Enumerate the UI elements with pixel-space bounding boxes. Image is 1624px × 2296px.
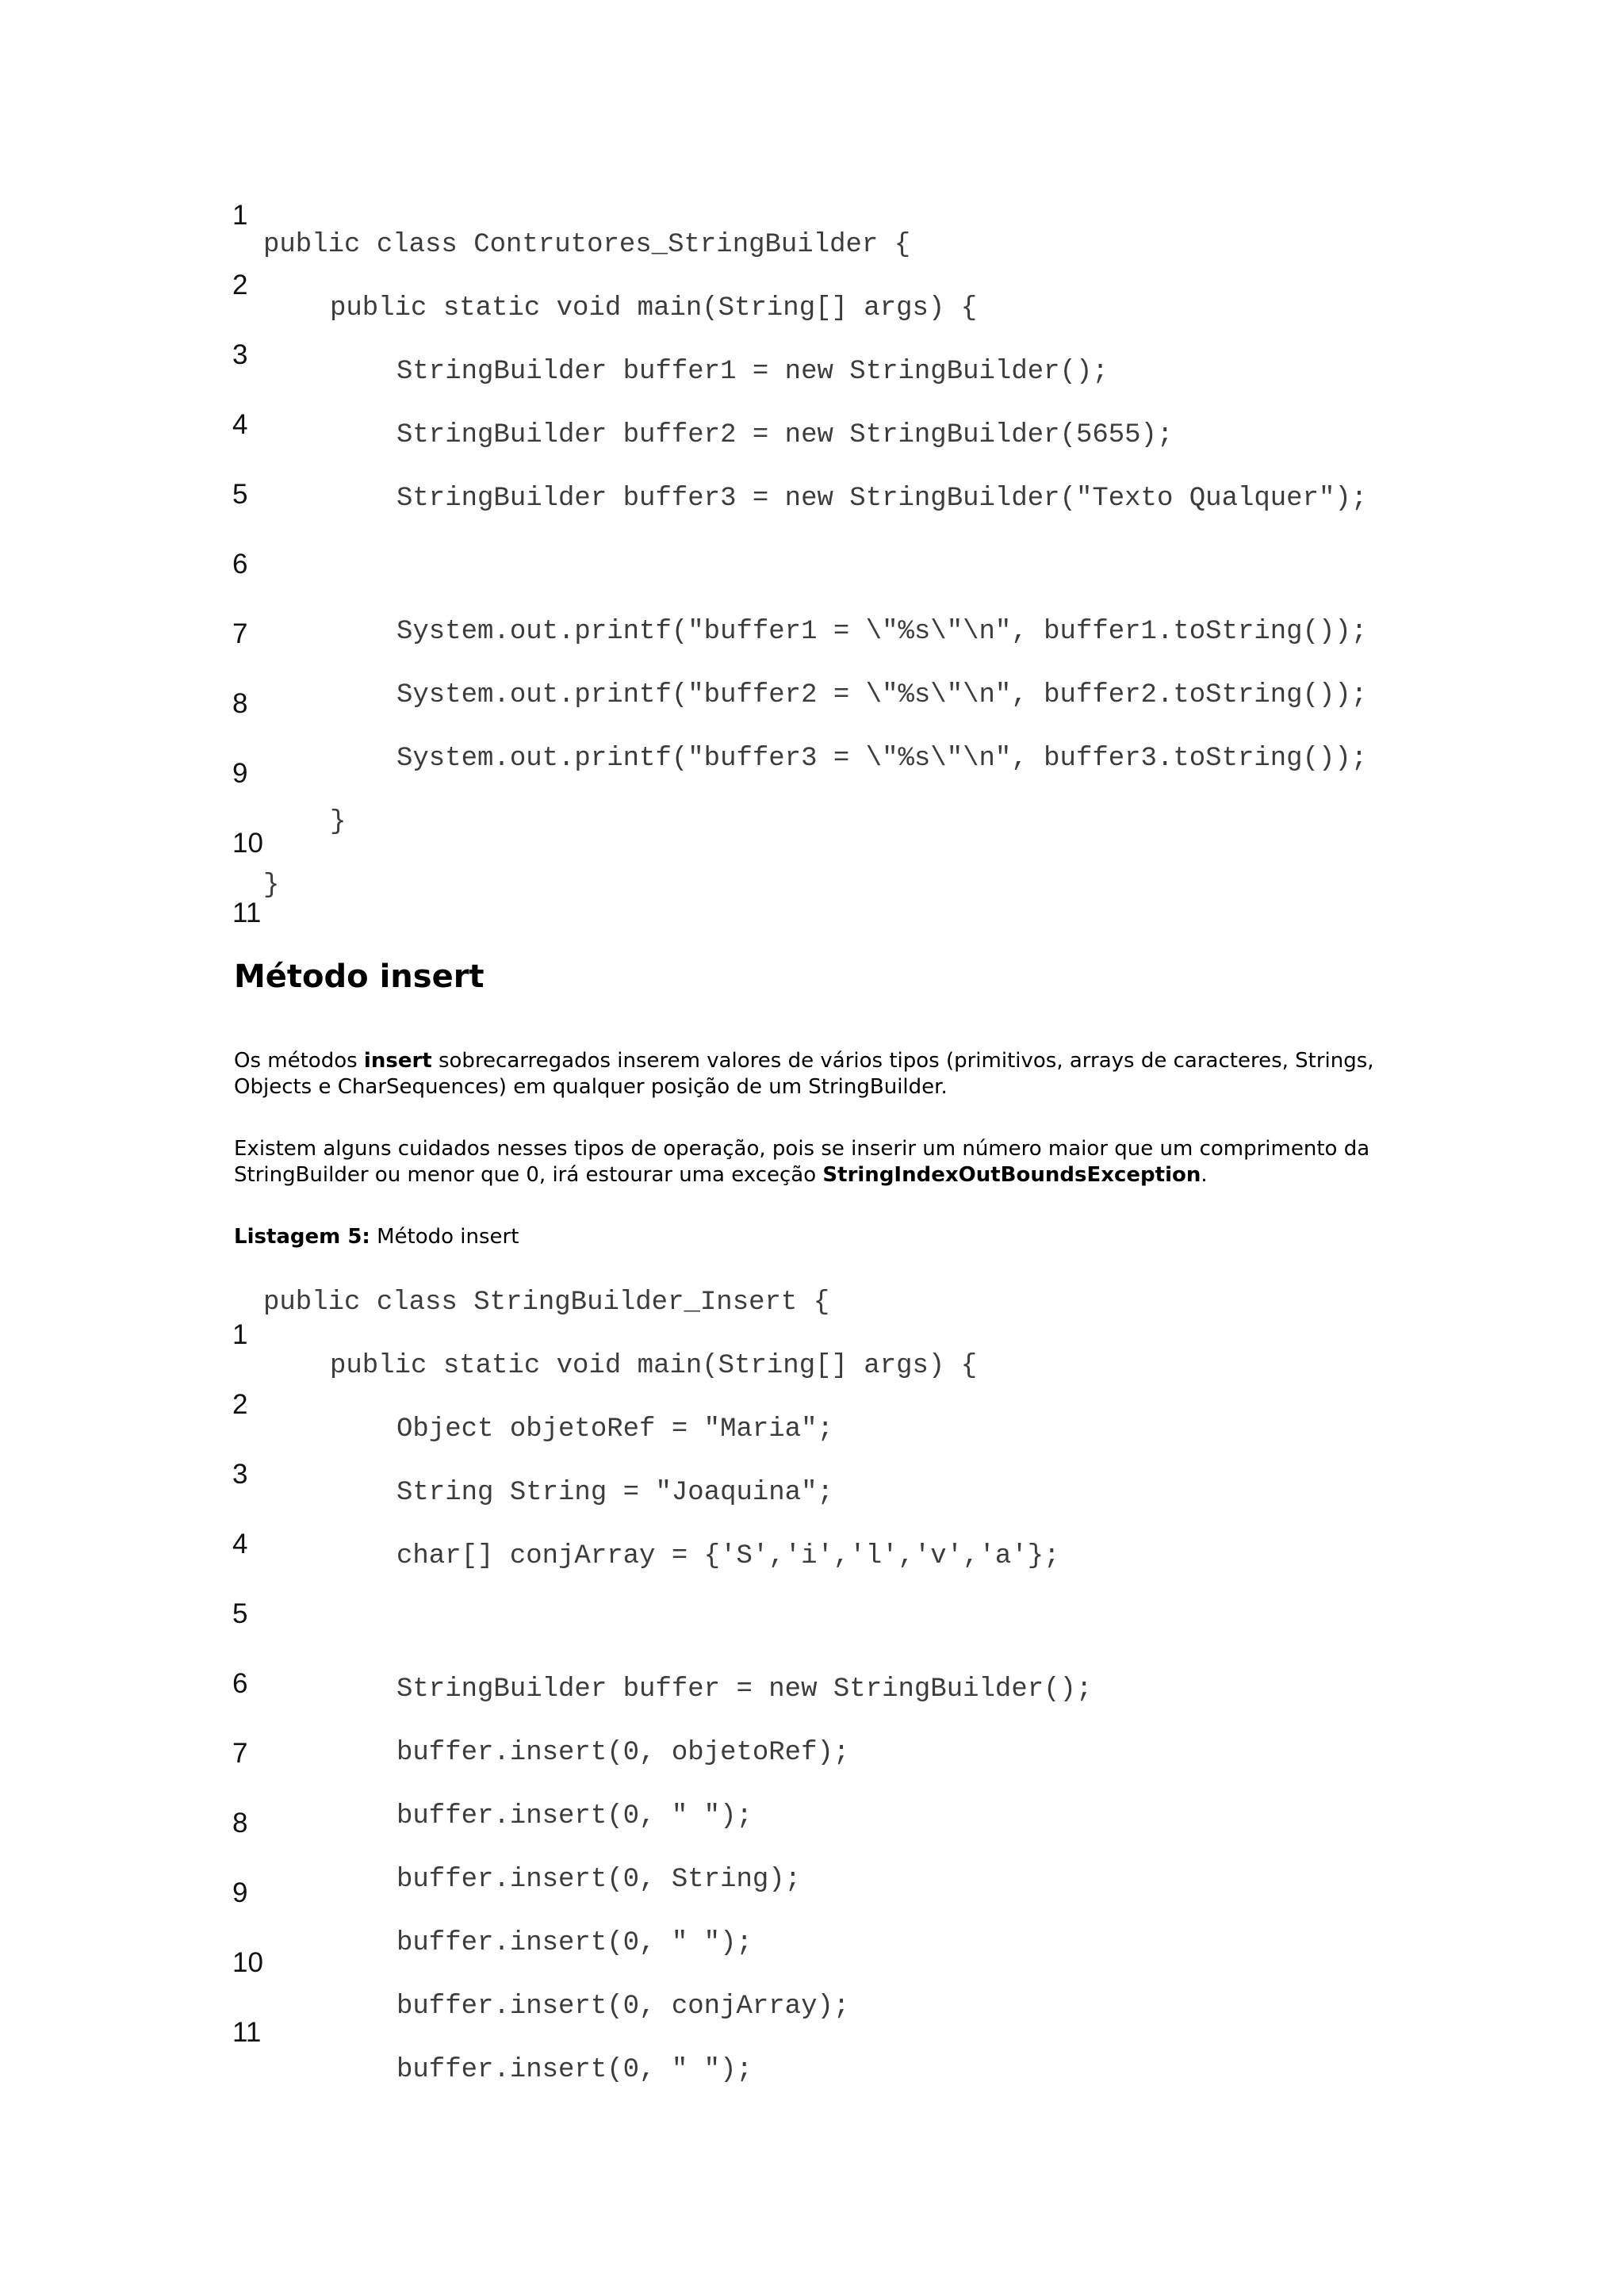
code-line: StringBuilder buffer1 = new StringBuilder(); bbox=[396, 357, 1109, 387]
line-number: 4 bbox=[232, 409, 248, 440]
line-number: 6 bbox=[232, 1668, 248, 1699]
text-span: Objects e CharSequences) em qualquer posição de um StringBuilder. bbox=[234, 1075, 948, 1099]
code-line: public class StringBuilder_Insert { bbox=[263, 1288, 830, 1318]
section-heading: Método insert bbox=[234, 959, 485, 995]
code-line: StringBuilder buffer2 = new StringBuilder(5655); bbox=[396, 420, 1174, 450]
code-line: buffer.insert(0, objetoRef); bbox=[396, 1738, 850, 1768]
caption-label: Listagem 5: bbox=[234, 1225, 370, 1249]
code-line: } bbox=[330, 807, 347, 837]
text-span: . bbox=[1201, 1163, 1208, 1187]
line-number: 11 bbox=[232, 897, 262, 928]
line-number: 11 bbox=[232, 2017, 262, 2048]
text-span: sobrecarregados inserem valores de vários tipos (primitivos, arrays de caracteres, Strings, bbox=[431, 1049, 1374, 1073]
line-number: 4 bbox=[232, 1529, 248, 1559]
line-number: 7 bbox=[232, 1738, 248, 1769]
code-line: char[] conjArray = {'S','i','l','v','a'}; bbox=[396, 1541, 1060, 1571]
line-number: 3 bbox=[232, 1459, 248, 1490]
line-number: 8 bbox=[232, 1808, 248, 1839]
code-line: Object objetoRef = "Maria"; bbox=[396, 1414, 833, 1445]
text-span: Existem alguns cuidados nesses tipos de operação, pois se inserir um número maior que um comprimento da bbox=[234, 1137, 1370, 1161]
line-number: 6 bbox=[232, 549, 248, 580]
exception-name: StringIndexOutBoundsException bbox=[822, 1163, 1201, 1187]
bold-keyword: insert bbox=[363, 1049, 432, 1073]
line-number: 8 bbox=[232, 688, 248, 719]
line-number: 10 bbox=[232, 1947, 263, 1978]
code-line: buffer.insert(0, " "); bbox=[396, 2055, 753, 2085]
code-line: StringBuilder buffer = new StringBuilder(); bbox=[396, 1674, 1093, 1705]
line-number: 9 bbox=[232, 758, 248, 789]
line-number: 7 bbox=[232, 618, 248, 649]
line-number: 3 bbox=[232, 339, 248, 370]
line-number: 5 bbox=[232, 1598, 248, 1629]
text-span: Os métodos bbox=[234, 1049, 364, 1073]
caption-text: Método insert bbox=[370, 1225, 519, 1249]
code-line: System.out.printf("buffer3 = \"%s\"\n", buffer3.toString()); bbox=[396, 744, 1368, 774]
code-line: buffer.insert(0, " "); bbox=[396, 1928, 753, 1958]
paragraph-warning bbox=[234, 1136, 1400, 1188]
code-line: } bbox=[263, 871, 280, 901]
code-line: buffer.insert(0, conjArray); bbox=[396, 1992, 850, 2022]
line-number: 9 bbox=[232, 1877, 248, 1908]
paragraph-insert-description bbox=[234, 1048, 1400, 1100]
code-line: System.out.printf("buffer1 = \"%s\"\n", buffer1.toString()); bbox=[396, 617, 1368, 647]
line-number: 10 bbox=[232, 828, 263, 859]
code-line: buffer.insert(0, String); bbox=[396, 1865, 802, 1895]
text-span: StringBuilder ou menor que 0, irá estourar uma exceção bbox=[234, 1163, 823, 1187]
line-number: 1 bbox=[232, 200, 248, 231]
listing-caption bbox=[234, 1224, 1400, 1250]
code-line: buffer.insert(0, " "); bbox=[396, 1801, 753, 1831]
code-line: public static void main(String[] args) { bbox=[330, 293, 978, 323]
code-line: StringBuilder buffer3 = new StringBuilder("Texto Qualquer"); bbox=[396, 484, 1368, 514]
code-line: public class Contrutores_StringBuilder { bbox=[263, 230, 911, 260]
code-line: public static void main(String[] args) { bbox=[330, 1351, 978, 1381]
code-line: System.out.printf("buffer2 = \"%s\"\n", buffer2.toString()); bbox=[396, 680, 1368, 710]
code-line: String String = "Joaquina"; bbox=[396, 1478, 833, 1508]
line-number: 1 bbox=[232, 1319, 248, 1350]
line-number: 2 bbox=[232, 270, 248, 300]
line-number: 2 bbox=[232, 1389, 248, 1420]
line-number: 5 bbox=[232, 479, 248, 510]
